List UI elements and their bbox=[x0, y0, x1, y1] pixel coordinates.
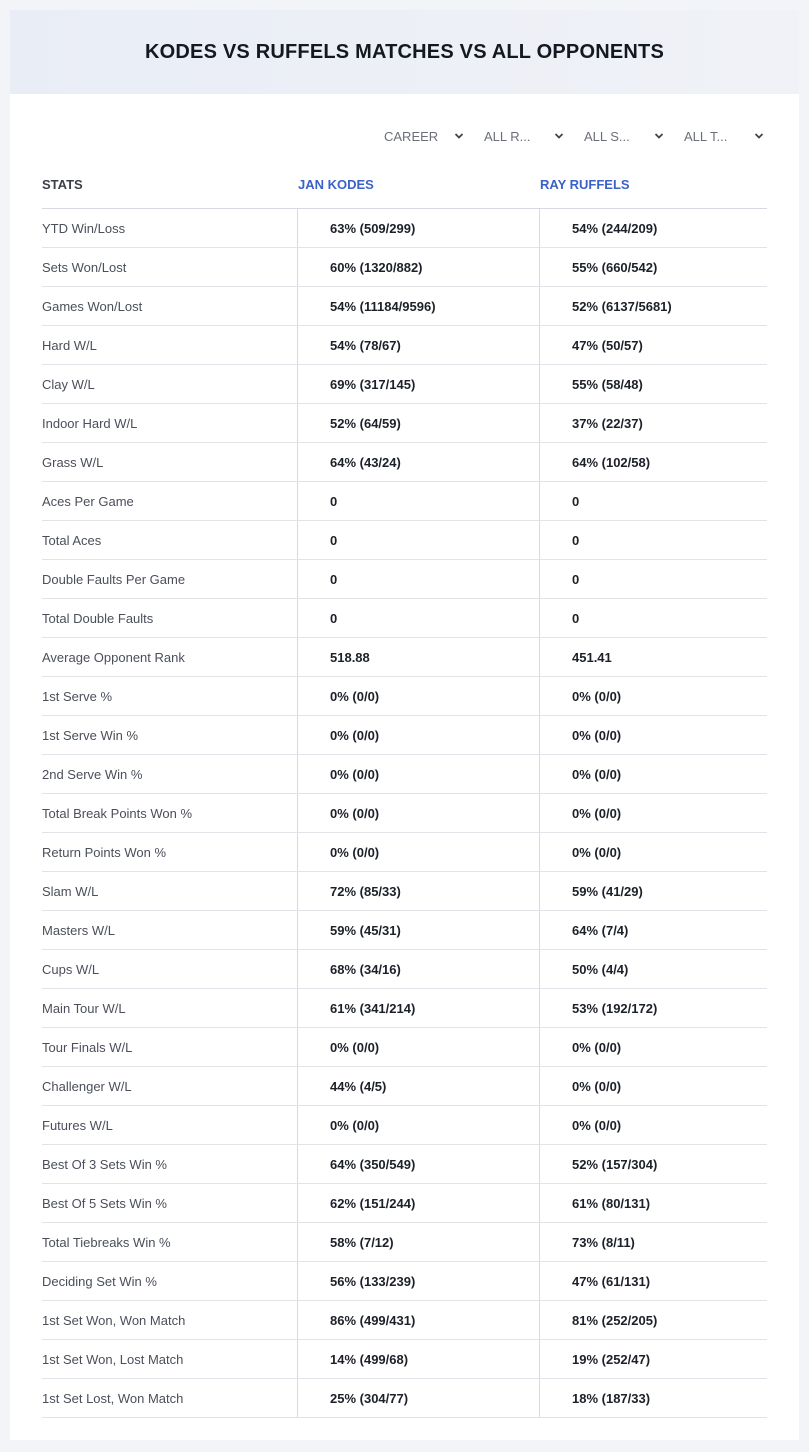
stat-label: Sets Won/Lost bbox=[42, 259, 127, 275]
player1-value: 44% (4/5) bbox=[297, 1067, 539, 1105]
player2-value: 52% (6137/5681) bbox=[539, 287, 672, 325]
player1-link[interactable]: JAN KODES bbox=[298, 176, 374, 192]
player2-value: 0 bbox=[539, 482, 579, 520]
table-row bbox=[42, 1184, 767, 1223]
player1-value: 64% (43/24) bbox=[297, 443, 539, 481]
stat-label: Total Break Points Won % bbox=[42, 805, 193, 821]
player1-value: 61% (341/214) bbox=[297, 989, 539, 1027]
player1-value: 64% (350/549) bbox=[297, 1145, 539, 1183]
player1-value: 0% (0/0) bbox=[297, 1028, 539, 1066]
player1-value: 0 bbox=[297, 482, 539, 520]
stat-label: 1st Serve Win % bbox=[42, 727, 139, 743]
table-row bbox=[42, 599, 767, 638]
table-row bbox=[42, 287, 767, 326]
card-header bbox=[10, 10, 799, 94]
player2-value: 0% (0/0) bbox=[539, 794, 621, 832]
player1-value: 63% (509/299) bbox=[297, 209, 539, 247]
filter-label: CAREER bbox=[384, 128, 439, 144]
stat-label: 1st Set Won, Won Match bbox=[42, 1312, 186, 1328]
player2-value: 451.41 bbox=[539, 638, 612, 676]
player1-value: 0 bbox=[297, 521, 539, 559]
stat-label: Challenger W/L bbox=[42, 1078, 132, 1094]
table-row bbox=[42, 950, 767, 989]
table-row bbox=[42, 365, 767, 404]
player2-value: 64% (102/58) bbox=[539, 443, 650, 481]
table-body bbox=[42, 209, 767, 1418]
filter-bar bbox=[384, 127, 764, 145]
player2-value: 0 bbox=[539, 560, 579, 598]
stat-label: Cups W/L bbox=[42, 961, 100, 977]
player1-value: 62% (151/244) bbox=[297, 1184, 539, 1222]
table-row bbox=[42, 872, 767, 911]
stats-card bbox=[10, 10, 799, 1440]
player1-value: 0% (0/0) bbox=[297, 794, 539, 832]
filter-round-select[interactable] bbox=[484, 127, 564, 145]
player2-value: 37% (22/37) bbox=[539, 404, 643, 442]
player2-value: 18% (187/33) bbox=[539, 1379, 650, 1417]
table-row bbox=[42, 404, 767, 443]
player2-value: 19% (252/47) bbox=[539, 1340, 650, 1378]
filter-label: ALL T... bbox=[684, 128, 728, 144]
table-row bbox=[42, 560, 767, 599]
stat-label: Best Of 3 Sets Win % bbox=[42, 1156, 167, 1172]
table-row bbox=[42, 1223, 767, 1262]
stat-label: Deciding Set Win % bbox=[42, 1273, 157, 1289]
stat-label: Indoor Hard W/L bbox=[42, 415, 138, 431]
player1-value: 14% (499/68) bbox=[297, 1340, 539, 1378]
player1-value: 68% (34/16) bbox=[297, 950, 539, 988]
table-row bbox=[42, 638, 767, 677]
table-row bbox=[42, 1379, 767, 1418]
table-row bbox=[42, 443, 767, 482]
player1-value: 86% (499/431) bbox=[297, 1301, 539, 1339]
stat-label: 2nd Serve Win % bbox=[42, 766, 143, 782]
player2-value: 73% (8/11) bbox=[539, 1223, 635, 1261]
player1-value: 60% (1320/882) bbox=[297, 248, 539, 286]
player2-value: 0% (0/0) bbox=[539, 716, 621, 754]
player1-value: 59% (45/31) bbox=[297, 911, 539, 949]
player2-value: 52% (157/304) bbox=[539, 1145, 657, 1183]
player2-value: 47% (50/57) bbox=[539, 326, 643, 364]
stat-label: Aces Per Game bbox=[42, 493, 134, 509]
stats-table bbox=[42, 160, 767, 1418]
stat-label: Hard W/L bbox=[42, 337, 97, 353]
player2-value: 64% (7/4) bbox=[539, 911, 628, 949]
player1-value: 58% (7/12) bbox=[297, 1223, 539, 1261]
player1-value: 72% (85/33) bbox=[297, 872, 539, 910]
table-row bbox=[42, 1301, 767, 1340]
table-row bbox=[42, 248, 767, 287]
player2-value: 81% (252/205) bbox=[539, 1301, 657, 1339]
stat-label: 1st Set Won, Lost Match bbox=[42, 1351, 184, 1367]
column-header-stats: STATS bbox=[42, 176, 83, 192]
table-row bbox=[42, 989, 767, 1028]
table-row bbox=[42, 326, 767, 365]
table-row bbox=[42, 1262, 767, 1301]
player1-value: 56% (133/239) bbox=[297, 1262, 539, 1300]
player2-value: 47% (61/131) bbox=[539, 1262, 650, 1300]
table-row bbox=[42, 1145, 767, 1184]
player2-value: 59% (41/29) bbox=[539, 872, 643, 910]
player2-value: 0% (0/0) bbox=[539, 1106, 621, 1144]
table-row bbox=[42, 677, 767, 716]
table-row bbox=[42, 1106, 767, 1145]
table-row bbox=[42, 521, 767, 560]
chevron-down-icon bbox=[454, 131, 464, 141]
player2-value: 0% (0/0) bbox=[539, 755, 621, 793]
player1-value: 0% (0/0) bbox=[297, 677, 539, 715]
stat-label: Best Of 5 Sets Win % bbox=[42, 1195, 167, 1211]
player2-value: 0 bbox=[539, 521, 579, 559]
stat-label: Main Tour W/L bbox=[42, 1000, 126, 1016]
filter-surface-select[interactable] bbox=[584, 127, 664, 145]
player2-value: 54% (244/209) bbox=[539, 209, 657, 247]
chevron-down-icon bbox=[654, 131, 664, 141]
stat-label: YTD Win/Loss bbox=[42, 220, 126, 236]
player2-value: 61% (80/131) bbox=[539, 1184, 650, 1222]
player2-value: 55% (58/48) bbox=[539, 365, 643, 403]
stat-label: Total Double Faults bbox=[42, 610, 154, 626]
filter-tournament-select[interactable] bbox=[684, 127, 764, 145]
player2-value: 0% (0/0) bbox=[539, 1067, 621, 1105]
stat-label: Slam W/L bbox=[42, 883, 99, 899]
player1-value: 54% (11184/9596) bbox=[297, 287, 539, 325]
stat-label: 1st Serve % bbox=[42, 688, 113, 704]
table-header bbox=[42, 160, 767, 209]
player1-value: 518.88 bbox=[297, 638, 539, 676]
filter-period-select[interactable] bbox=[384, 127, 464, 145]
chevron-down-icon bbox=[554, 131, 564, 141]
player1-value: 0% (0/0) bbox=[297, 1106, 539, 1144]
player2-value: 0% (0/0) bbox=[539, 833, 621, 871]
player1-value: 25% (304/77) bbox=[297, 1379, 539, 1417]
table-row bbox=[42, 209, 767, 248]
player2-value: 53% (192/172) bbox=[539, 989, 657, 1027]
stat-label: Return Points Won % bbox=[42, 844, 167, 860]
player1-value: 52% (64/59) bbox=[297, 404, 539, 442]
stat-label: Masters W/L bbox=[42, 922, 115, 938]
player1-value: 69% (317/145) bbox=[297, 365, 539, 403]
stat-label: Total Aces bbox=[42, 532, 102, 548]
stat-label: Grass W/L bbox=[42, 454, 104, 470]
table-row bbox=[42, 482, 767, 521]
player1-value: 0% (0/0) bbox=[297, 716, 539, 754]
player1-value: 0 bbox=[297, 599, 539, 637]
table-row bbox=[42, 716, 767, 755]
stat-label: Tour Finals W/L bbox=[42, 1039, 133, 1055]
stat-label: Total Tiebreaks Win % bbox=[42, 1234, 171, 1250]
filter-label: ALL S... bbox=[584, 128, 630, 144]
table-row bbox=[42, 833, 767, 872]
chevron-down-icon bbox=[754, 131, 764, 141]
stat-label: Futures W/L bbox=[42, 1117, 113, 1133]
player1-value: 54% (78/67) bbox=[297, 326, 539, 364]
player2-value: 50% (4/4) bbox=[539, 950, 628, 988]
player2-value: 0 bbox=[539, 599, 579, 637]
table-row bbox=[42, 755, 767, 794]
player2-value: 0% (0/0) bbox=[539, 1028, 621, 1066]
table-row bbox=[42, 1028, 767, 1067]
player1-value: 0% (0/0) bbox=[297, 833, 539, 871]
table-row bbox=[42, 794, 767, 833]
player2-value: 0% (0/0) bbox=[539, 677, 621, 715]
player1-value: 0% (0/0) bbox=[297, 755, 539, 793]
table-row bbox=[42, 1067, 767, 1106]
filter-label: ALL R... bbox=[484, 128, 531, 144]
table-row bbox=[42, 911, 767, 950]
stat-label: Games Won/Lost bbox=[42, 298, 143, 314]
player2-value: 55% (660/542) bbox=[539, 248, 657, 286]
table-row bbox=[42, 1340, 767, 1379]
stat-label: Clay W/L bbox=[42, 376, 95, 392]
stat-label: Average Opponent Rank bbox=[42, 649, 185, 665]
stat-label: 1st Set Lost, Won Match bbox=[42, 1390, 184, 1406]
page-title: KODES VS RUFFELS MATCHES VS ALL OPPONENTS bbox=[145, 40, 664, 63]
player1-value: 0 bbox=[297, 560, 539, 598]
player2-link[interactable]: RAY RUFFELS bbox=[540, 176, 630, 192]
stat-label: Double Faults Per Game bbox=[42, 571, 186, 587]
